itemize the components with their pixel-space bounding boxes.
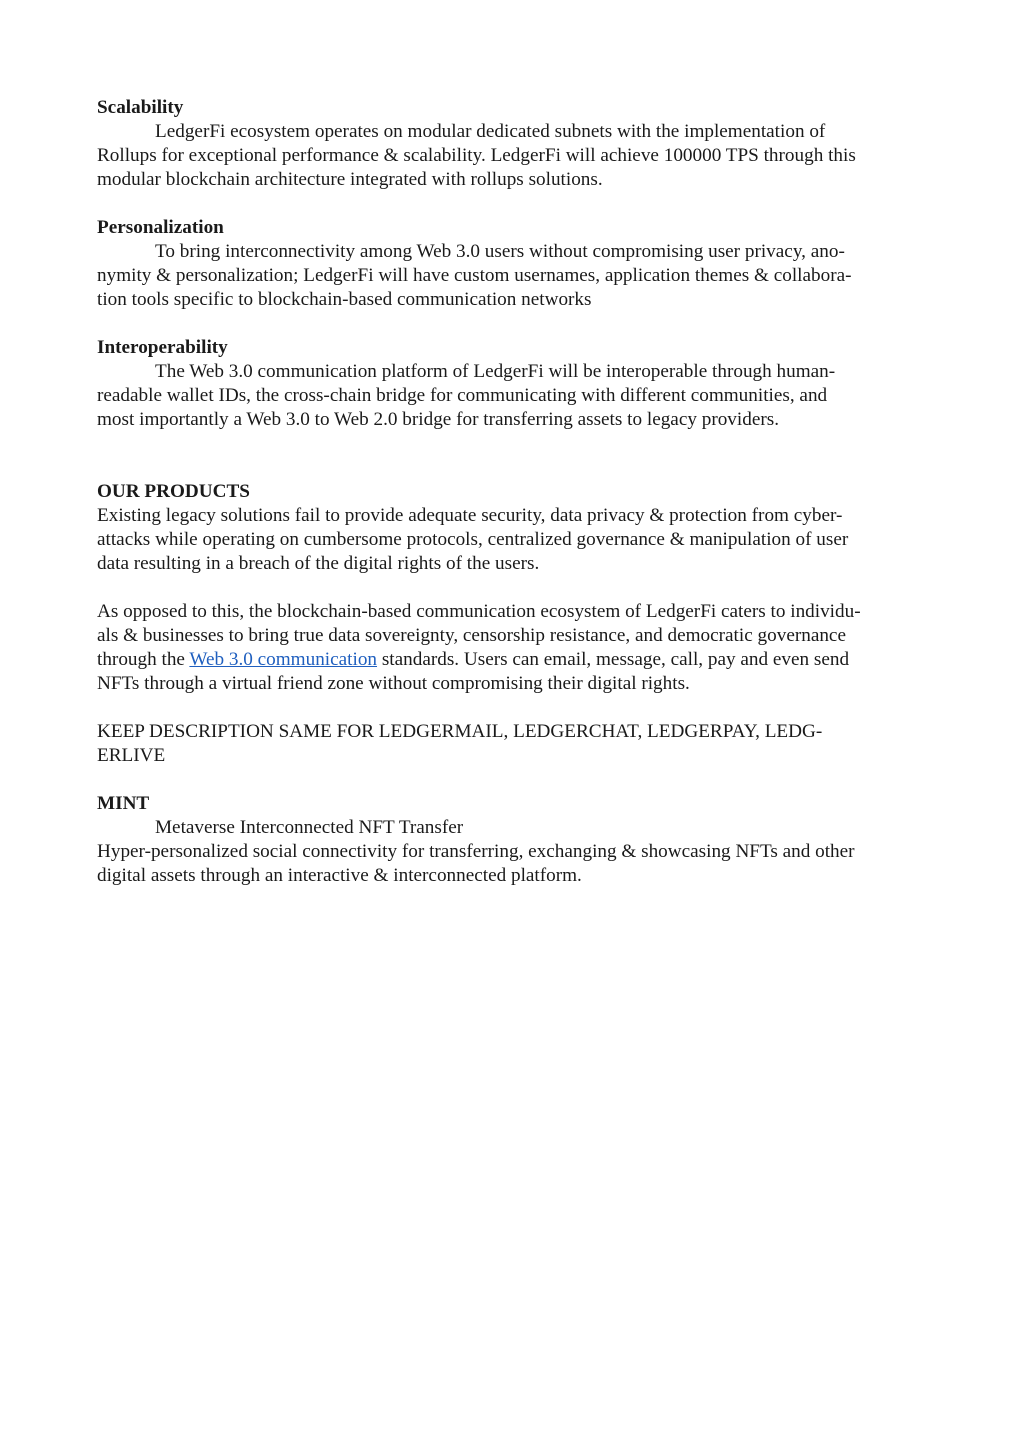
mint-subtitle: Metaverse Interconnected NFT Transfer [155,817,464,838]
mint-heading: MINT [97,793,150,814]
web3-communication-link[interactable]: Web 3.0 communication [189,649,378,670]
products-para2-line-1: As opposed to this, the blockchain-based communication ecosystem of LedgerFi caters to individu- [97,601,861,622]
scalability-heading: Scalability [97,97,184,118]
interoperability-line-3: most importantly a Web 3.0 to Web 2.0 bridge for transferring assets to legacy providers. [97,409,779,430]
personalization-heading: Personalization [97,217,224,238]
interoperability-line-2: readable wallet IDs, the cross-chain bridge for communicating with different communities, and [97,385,828,406]
products-note-line-1: KEEP DESCRIPTION SAME FOR LEDGERMAIL, LEDGERCHAT, LEDGERPAY, LEDG- [97,721,823,742]
interoperability-heading: Interoperability [97,337,228,358]
personalization-line-3: tion tools specific to blockchain-based communication networks [97,289,592,310]
our-products-heading: OUR PRODUCTS [97,481,250,502]
products-note-line-2: ERLIVE [97,745,166,766]
products-para1-line-3: data resulting in a breach of the digital rights of the users. [97,553,540,574]
products-para2-line-3-before: through the [97,649,190,670]
products-para2-line-3 [97,648,927,672]
scalability-line-1: LedgerFi ecosystem operates on modular dedicated subnets with the implementation of [155,121,826,142]
products-para1-line-1: Existing legacy solutions fail to provide adequate security, data privacy & protection from cyber- [97,505,843,526]
scalability-line-2: Rollups for exceptional performance & scalability. LedgerFi will achieve 100000 TPS through this [97,145,856,166]
personalization-line-2: nymity & personalization; LedgerFi will have custom usernames, application themes & collabora- [97,265,852,286]
interoperability-line-1: The Web 3.0 communication platform of LedgerFi will be interoperable through human- [155,361,836,382]
mint-line-1: Hyper-personalized social connectivity for transferring, exchanging & showcasing NFTs and other [97,841,855,862]
mint-line-2: digital assets through an interactive & interconnected platform. [97,865,582,886]
personalization-line-1: To bring interconnectivity among Web 3.0 users without compromising user privacy, ano- [155,241,845,262]
products-para2-line-2: als & businesses to bring true data sovereignty, censorship resistance, and democratic governance [97,625,846,646]
scalability-line-3: modular blockchain architecture integrated with rollups solutions. [97,169,603,190]
products-para1-line-2: attacks while operating on cumbersome protocols, centralized governance & manipulation of user [97,529,849,550]
document-page [97,96,927,888]
products-para2-line-3-after: standards. Users can email, message, call, pay and even send [377,649,850,670]
products-para2-line-4: NFTs through a virtual friend zone without compromising their digital rights. [97,673,690,694]
